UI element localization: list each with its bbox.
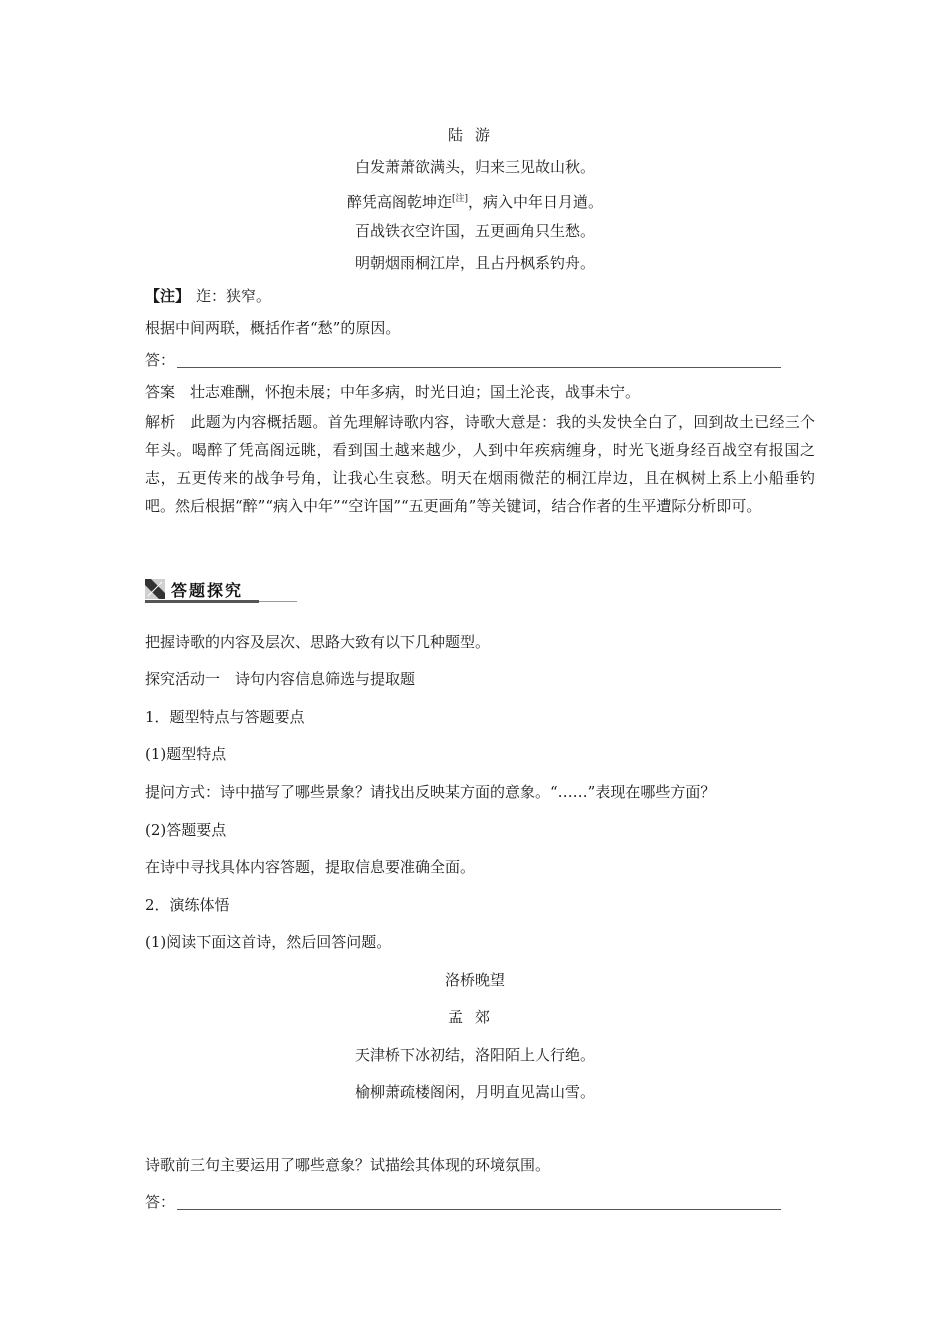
poem1-note bbox=[145, 286, 271, 306]
poem2-title: 洛桥晚望 bbox=[444, 971, 505, 989]
answer-1-text: 壮志难酬，怀抱未展；中年多病，时光日迫；国土沦丧，战事未宁。 bbox=[190, 383, 641, 401]
item-1-2: (2)答题要点 bbox=[145, 821, 227, 839]
poem2-line-1: 天津桥下冰初结，洛阳陌上人行绝。 bbox=[354, 1046, 595, 1064]
analysis-1-label: 解析 bbox=[145, 413, 176, 431]
analysis-1-text: 此题为内容概括题。首先理解诗歌内容，诗歌大意是：我的头发快全白了，回到故土已经三个年头。喝醉了凭高阁远眺，看到国土越来越少，人到中年疾病缠身，时光飞逝身经百战空有报国之志，五更传来的战争号角，让我心生哀愁。明天在烟雨微茫的桐江岸边，且在枫树上系上小船垂钓吧。然后根据“醉”“病入中年”“空许国”“五更画角”等关键词，结合作者的生平遭际分析即可。 bbox=[145, 413, 815, 515]
poem1-line-2-start: 醉凭高阁乾坤迮 bbox=[346, 193, 452, 211]
activity-title: 探究活动一 诗句内容信息筛选与提取题 bbox=[145, 670, 416, 688]
analysis-1 bbox=[145, 408, 815, 520]
answer-1-label: 答案 bbox=[145, 383, 176, 401]
poem2-line-2: 榆柳萧疏楼阁闲，月明直见嵩山雪。 bbox=[354, 1083, 595, 1101]
answer-input-line-1[interactable] bbox=[177, 367, 781, 368]
item-2: 2．演练体悟 bbox=[145, 896, 230, 914]
answer-input-line-2[interactable] bbox=[177, 1209, 781, 1210]
section-header bbox=[145, 575, 297, 603]
item-1-2-text: 在诗中寻找具体内容答题，提取信息要准确全面。 bbox=[145, 858, 476, 876]
item-1-1: (1)题型特点 bbox=[145, 745, 227, 763]
section-underline-light bbox=[259, 601, 297, 602]
poem1-line-3: 百战铁衣空许国，五更画角只生愁。 bbox=[354, 222, 595, 240]
answer-label-1: 答： bbox=[145, 351, 176, 369]
poem1-author: 陆游 bbox=[447, 126, 502, 144]
section-underline-dark bbox=[145, 600, 259, 603]
diagonal-stripe-icon bbox=[145, 579, 165, 599]
body-intro: 把握诗歌的内容及层次、思路大致有以下几种题型。 bbox=[145, 633, 491, 651]
poem2-author: 孟郊 bbox=[447, 1008, 502, 1026]
item-1-1-text: 提问方式：诗中描写了哪些景象？请找出反映某方面的意象。“……”表现在哪些方面？ bbox=[145, 783, 716, 801]
poem1-line-2-end: ，病入中年日月遒。 bbox=[468, 193, 604, 211]
poem1-line-1: 白发萧萧欲满头，归来三见故山秋。 bbox=[354, 158, 595, 176]
note-tag: 【注】 bbox=[145, 287, 191, 305]
item-2-1: (1)阅读下面这首诗，然后回答问题。 bbox=[145, 933, 392, 951]
answer-label-2: 答： bbox=[145, 1193, 176, 1211]
note-reference: [注] bbox=[451, 194, 469, 204]
answer-1 bbox=[145, 382, 640, 402]
section-title: 答题探究 bbox=[171, 581, 244, 600]
poem1-line-4: 明朝烟雨桐江岸，且占丹枫系钓舟。 bbox=[354, 254, 595, 272]
poem1-line-2 bbox=[0, 189, 950, 212]
question-1: 根据中间两联，概括作者“愁”的原因。 bbox=[145, 319, 401, 337]
note-text: 迮：狭窄。 bbox=[196, 287, 272, 305]
item-1: 1．题型特点与答题要点 bbox=[145, 708, 305, 726]
question-2: 诗歌前三句主要运用了哪些意象？试描绘其体现的环境氛围。 bbox=[145, 1156, 551, 1174]
